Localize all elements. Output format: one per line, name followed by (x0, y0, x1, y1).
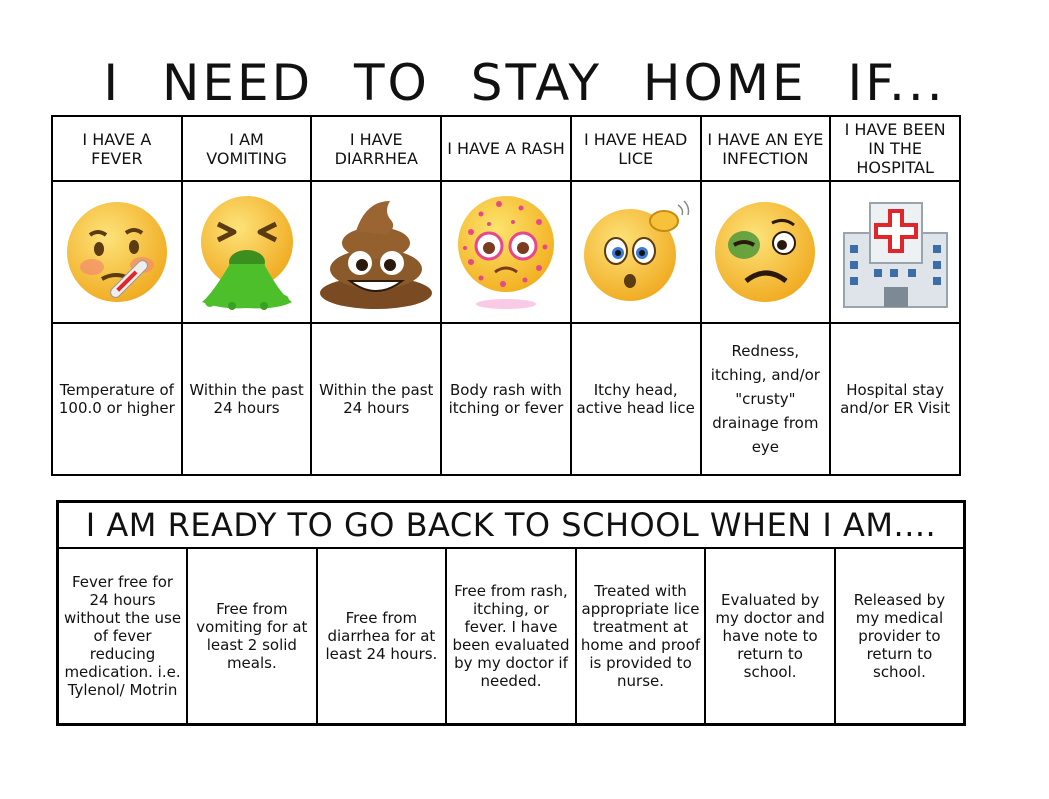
desc-hospital: Hospital stay and/or ER Visit (830, 323, 960, 475)
ready-title-row (58, 502, 965, 549)
hospital-icon (838, 195, 953, 310)
header-hospital: I HAVE BEEN IN THE HOSPITAL (830, 116, 960, 181)
rash-face-icon (451, 192, 561, 312)
scratching-head-face-icon (578, 197, 693, 307)
vomiting-face-icon (192, 192, 302, 312)
stay-home-description-row (52, 323, 960, 475)
header-vomiting: I AM VOMITING (182, 116, 312, 181)
feverish-face-icon (62, 197, 172, 307)
stay-home-header-row (52, 116, 960, 181)
stay-home-table (51, 115, 961, 476)
desc-eye-infection: Redness, itching, and/or "crusty" drainage from eye (701, 323, 831, 475)
ready-diarrhea: Free from diarrhea for at least 24 hours. (317, 548, 447, 725)
poop-icon (316, 195, 436, 310)
desc-head-lice: Itchy head, active head lice (571, 323, 701, 475)
ready-eye-infection: Evaluated by my doctor and have note to return to school. (705, 548, 835, 725)
ready-hospital: Released by my medical provider to return to school. (835, 548, 965, 725)
header-rash: I HAVE A RASH (441, 116, 571, 181)
desc-fever: Temperature of 100.0 or higher (52, 323, 182, 475)
ready-rash: Free from rash, itching, or fever. I have been evaluated by my doctor if needed. (446, 548, 576, 725)
desc-vomiting: Within the past 24 hours (182, 323, 312, 475)
desc-diarrhea: Within the past 24 hours (311, 323, 441, 475)
ready-vomiting: Free from vomiting for at least 2 solid meals. (187, 548, 317, 725)
ready-fever: Fever free for 24 hours without the use of fever reducing medication. i.e. Tylenol/ Motrin (58, 548, 188, 725)
header-eye-infection: I HAVE AN EYE INFECTION (701, 116, 831, 181)
header-head-lice: I HAVE HEAD LICE (571, 116, 701, 181)
ready-title: I AM READY TO GO BACK TO SCHOOL WHEN I AM.... (58, 502, 965, 549)
page-title: I NEED TO STAY HOME IF... (103, 54, 946, 112)
stay-home-icon-row (52, 181, 960, 323)
ready-criteria-row (58, 548, 965, 725)
ready-to-return-table (56, 500, 966, 726)
desc-rash: Body rash with itching or fever (441, 323, 571, 475)
header-fever: I HAVE A FEVER (52, 116, 182, 181)
header-diarrhea: I HAVE DIARRHEA (311, 116, 441, 181)
infected-eye-face-icon (710, 197, 820, 307)
ready-head-lice: Treated with appropriate lice treatment at home and proof is provided to nurse. (576, 548, 706, 725)
